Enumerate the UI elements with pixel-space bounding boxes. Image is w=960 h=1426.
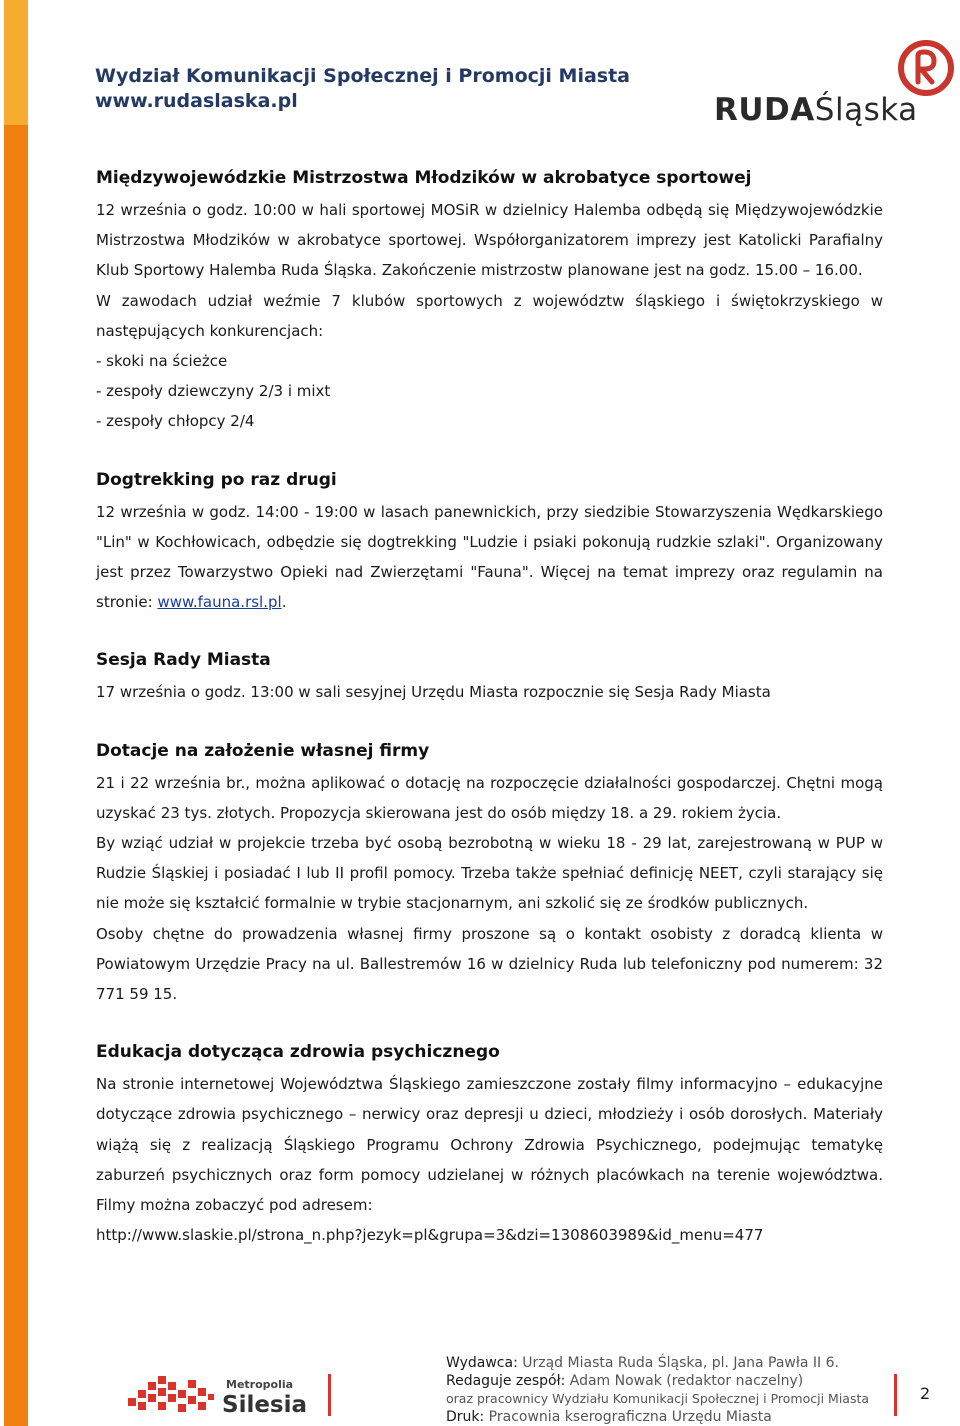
editors-label: Redaguje zespół: bbox=[446, 1373, 566, 1389]
section-title-edukacja: Edukacja dotycząca zdrowia psychicznego bbox=[96, 1042, 500, 1063]
silesia-label: Silesia bbox=[222, 1392, 308, 1418]
section-paragraph: 21 i 22 września br., można aplikować o dotację na rozpoczęcie działalności gospodarczej. Chętni mogą uzyskać 23 tys. złotych. Propozycja skierowana jest do osób między 18. a 29. rokiem życia. bbox=[96, 773, 883, 822]
section-paragraph: Osoby chętne do prowadzenia własnej firmy proszone są o kontakt osobisty z doradcą klienta w Powiatowym Urzędzie Pracy na ul. Ballestremów 16 w dzielnicy Ruda lub telefoniczny pod numerem: 32 771 59 15. bbox=[96, 924, 883, 1004]
list-item: - zespoły chłopcy 2/4 bbox=[96, 412, 255, 431]
section-title-akrobatyka: Międzywojewódzkie Mistrzostwa Młodzików w akrobatyce sportowej bbox=[96, 168, 752, 188]
section-title-dotacje: Dotacje na założenie własnej firmy bbox=[96, 740, 430, 761]
footer-info bbox=[446, 1354, 869, 1426]
header-department: Wydział Komunikacji Społecznej i Promocji Miasta bbox=[95, 65, 630, 87]
section-title-dogtrekking: Dogtrekking po raz drugi bbox=[96, 469, 337, 490]
editors-line2: oraz pracownicy Wydziału Komunikacji Społecznej i Promocji Miasta bbox=[446, 1391, 870, 1406]
print-value: Pracownia kserograficzna Urzędu Miasta bbox=[484, 1409, 772, 1425]
left-stripe-top bbox=[4, 0, 28, 125]
section-paragraph: W zawodach udział weźmie 7 klubów sportowych z województw śląskiego i świętokrzyskiego w następujących konkurencjach: bbox=[96, 291, 883, 340]
section-paragraph: 17 września o godz. 13:00 w sali sesyjnej Urzędu Miasta rozpocznie się Sesja Rady Miasta bbox=[96, 683, 771, 702]
section-paragraph: Na stronie internetowej Województwa Śląskiego zamieszczone zostały filmy informacyjno – edukacyjne dotyczące zdrowia psychicznego – nerwicy oraz depresji u dzieci, młodzieży i osób dorosłych. Materiały wiążą się z realizacją Śląskiego Programu Ochrony Zdrowia Psychicznego, podejmując tematykę zaburzeń psychicznych oraz form pomocy udzielanej w różnych placówkach na terenie województwa. Filmy można zobaczyć pod adresem: bbox=[96, 1075, 883, 1215]
print-label: Druk: bbox=[446, 1409, 485, 1425]
dogtrekking-text-end: . bbox=[281, 593, 287, 612]
slaskie-url: http://www.slaskie.pl/strona_n.php?jezyk=pl&grupa=3&dzi=1308603989&id_menu=477 bbox=[96, 1226, 764, 1245]
main-content bbox=[96, 163, 883, 1250]
section-paragraph bbox=[96, 497, 883, 618]
list-item: - zespoły dziewczyny 2/3 i mixt bbox=[96, 382, 331, 401]
publisher-value: Urząd Miasta Ruda Śląska, pl. Jana Pawła II 6. bbox=[517, 1355, 839, 1371]
logo-text-regular: Śląska bbox=[814, 92, 918, 128]
publisher-label: Wydawca: bbox=[446, 1355, 518, 1371]
footer-divider-right bbox=[894, 1374, 897, 1416]
ruda-slaska-logo-icon bbox=[894, 38, 954, 98]
fauna-link[interactable]: www.fauna.rsl.pl bbox=[157, 593, 282, 612]
dogtrekking-text: 12 września w godz. 14:00 - 19:00 w lasach panewnickich, przy siedzibie Stowarzyszenia Wędkarskiego "Lin" w Kochłowicach, odbędzie się dogtrekking "Ludzie i psiaki pokonują rudzkie szlaki". Organizowany jest przez Towarzystwo Opieki nad Zwierzętami "Fauna". Więcej na temat imprezy oraz regulamin na stronie: bbox=[96, 502, 883, 612]
header-url: www.rudaslaska.pl bbox=[95, 90, 298, 112]
footer-divider-left bbox=[328, 1374, 331, 1416]
page-number: 2 bbox=[920, 1384, 931, 1403]
logo-text-bold: RUDA bbox=[714, 92, 815, 128]
list-item: - skoki na ścieżce bbox=[96, 352, 228, 371]
ruda-slaska-logo-text bbox=[714, 92, 918, 128]
metropolia-silesia-logo-icon bbox=[126, 1372, 336, 1418]
metropolia-label: Metropolia bbox=[226, 1378, 294, 1391]
section-paragraph: 12 września o godz. 10:00 w hali sportowej MOSiR w dzielnicy Halemba odbędą się Międzywojewódzkie Mistrzostwa Młodzików w akrobatyce sportowej. Współorganizatorem imprezy jest Katolicki Parafialny Klub Sportowy Halemba Ruda Śląska. Zakończenie mistrzostw planowane jest na godz. 15.00 – 16.00. bbox=[96, 201, 883, 280]
editors-value: Adam Nowak (redaktor naczelny) bbox=[565, 1373, 804, 1389]
section-paragraph: By wziąć udział w projekcie trzeba być osobą bezrobotną w wieku 18 - 29 lat, zarejestrowaną w PUP w Rudzie Śląskiej i posiadać I lub II profil pomocy. Trzeba także spełniać definicję NEET, czyli starający się nie może się kształcić formalnie w trybie stacjonarnym, ani szkolić się ze środków publicznych. bbox=[96, 834, 883, 913]
section-title-sesja: Sesja Rady Miasta bbox=[96, 650, 271, 671]
left-stripe-bottom bbox=[4, 125, 28, 1426]
